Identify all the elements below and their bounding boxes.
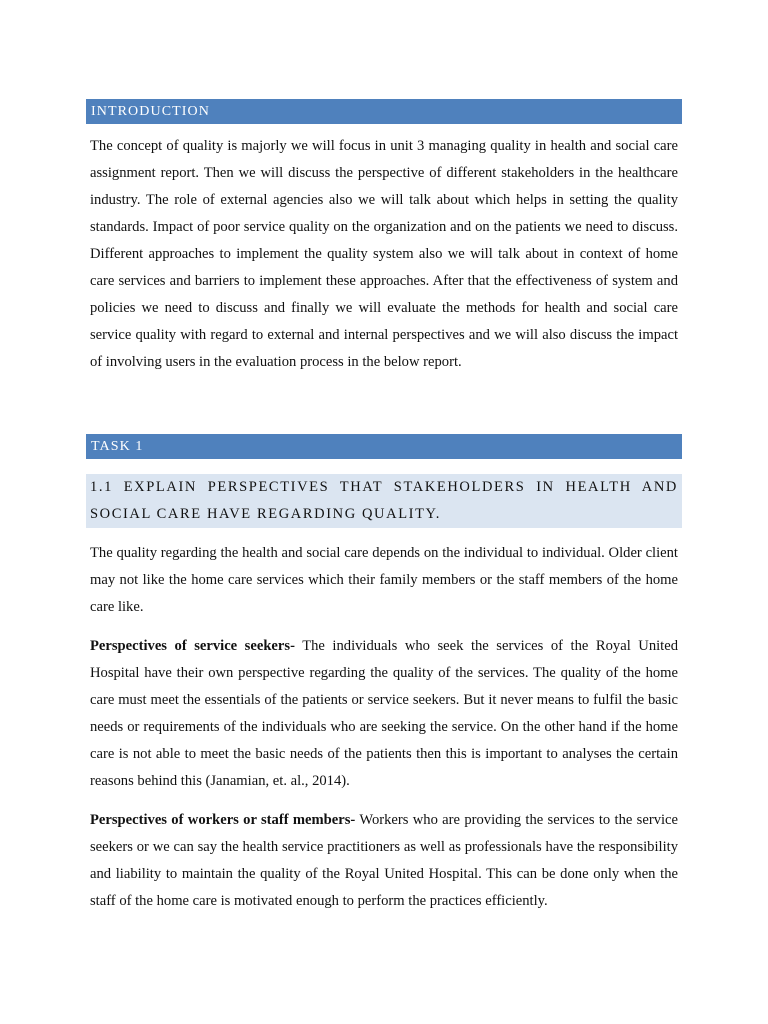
- service-seekers-paragraph: [86, 633, 682, 795]
- section-spacer: [86, 376, 682, 434]
- service-seekers-label: Perspectives of service seekers-: [90, 638, 295, 654]
- task1-heading: TASK 1: [86, 434, 682, 459]
- introduction-heading: INTRODUCTION: [86, 99, 682, 124]
- introduction-paragraph: The concept of quality is majorly we will focus in unit 3 managing quality in health and social care assignment report. Then we will discuss the perspective of different stakeholders in the healthcare industry. The role of external agencies also we will talk about which helps in setting the quality standards. Impact of poor service quality on the organization and on the patients we need to discuss. Different approaches to implement the quality system also we will talk about in context of home care services and barriers to implement these approaches. After that the effectiveness of system and policies we need to discuss and finally we will evaluate the methods for health and social care service quality with regard to external and internal perspectives and we will also discuss the impact of involving users in the evaluation process in the below report.: [90, 138, 678, 370]
- task1-subheading: 1.1 EXPLAIN PERSPECTIVES THAT STAKEHOLDERS IN HEALTH AND SOCIAL CARE HAVE REGARDING QUALITY.: [86, 474, 682, 528]
- workers-paragraph: [86, 807, 682, 915]
- service-seekers-text: The individuals who seek the services of the Royal United Hospital have their own perspective regarding the quality of the services. The quality of the home care must meet the essentials of the patients or service seekers. But it never means to fulfil the basic needs or requirements of the individuals who are seeking the service. On the other hand if the home care is not able to meet the basic needs of the patients then this is important to analyses the certain reasons behind this (Janamian, et. al., 2014).: [90, 638, 679, 789]
- workers-text: Workers who are providing the services to the service seekers or we can say the health service practitioners as well as professionals have the responsibility and liability to maintain the quality of the Royal United Hospital. This can be done only when the staff of the home care is motivated enough to perform the practices efficiently.: [90, 812, 678, 909]
- task1-paragraph: The quality regarding the health and social care depends on the individual to individual. Older client may not like the home care services which their family members or the staff members of the home care like.: [90, 545, 678, 615]
- workers-label: Perspectives of workers or staff members-: [90, 812, 356, 828]
- document-page: [86, 99, 682, 915]
- heading-spacer: [86, 459, 682, 474]
